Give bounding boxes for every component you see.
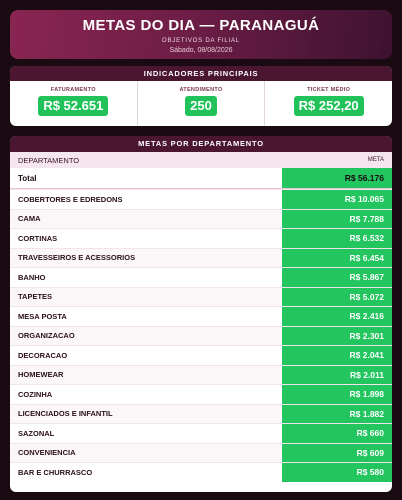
table-row-total bbox=[10, 168, 392, 189]
indicator-label: FATURAMENTO bbox=[50, 87, 96, 93]
row-label: CONVENIENCIA bbox=[18, 448, 76, 458]
row-value: R$ 7.788 bbox=[282, 210, 392, 229]
row-value: R$ 2.416 bbox=[282, 307, 392, 326]
row-value: R$ 580 bbox=[282, 463, 392, 482]
row-label: Total bbox=[18, 173, 37, 183]
table-row bbox=[10, 423, 392, 443]
row-value: R$ 6.532 bbox=[282, 229, 392, 248]
table-row bbox=[10, 365, 392, 385]
table-row bbox=[10, 462, 392, 482]
indicator-ticket-medio bbox=[264, 81, 392, 126]
page-title: METAS DO DIA — PARANAGUÁ bbox=[82, 17, 320, 34]
row-value: R$ 56.176 bbox=[282, 168, 392, 188]
metas-table-body bbox=[10, 168, 392, 482]
row-value: R$ 1.882 bbox=[282, 405, 392, 424]
indicator-label: TICKET MÉDIO bbox=[307, 87, 351, 93]
table-row bbox=[10, 404, 392, 424]
table-row bbox=[10, 287, 392, 307]
row-value: R$ 660 bbox=[282, 424, 392, 443]
table-row bbox=[10, 209, 392, 229]
table-row bbox=[10, 326, 392, 346]
row-label: LICENCIADOS E INFANTIL bbox=[18, 409, 113, 419]
indicators-row bbox=[10, 81, 392, 126]
indicator-faturamento bbox=[10, 81, 137, 126]
row-label: DECORACAO bbox=[18, 350, 68, 360]
row-label: BANHO bbox=[18, 272, 46, 282]
table-row bbox=[10, 189, 392, 209]
row-value: R$ 2.041 bbox=[282, 346, 392, 365]
row-value: R$ 5.867 bbox=[282, 268, 392, 287]
column-header-department: DEPARTAMENTO bbox=[18, 155, 80, 165]
indicator-value: R$ 252,20 bbox=[294, 96, 364, 116]
indicators-card bbox=[10, 66, 392, 126]
table-header bbox=[10, 152, 392, 168]
page-header bbox=[10, 10, 392, 59]
page-date: Sábado, 08/08/2026 bbox=[169, 47, 233, 54]
row-value: R$ 609 bbox=[282, 444, 392, 463]
indicator-label: ATENDIMENTO bbox=[179, 87, 223, 93]
table-row bbox=[10, 228, 392, 248]
row-label: TRAVESSEIROS E ACESSORIOS bbox=[18, 253, 136, 263]
table-row bbox=[10, 306, 392, 326]
row-value: R$ 2.011 bbox=[282, 366, 392, 385]
indicator-value: 250 bbox=[185, 96, 217, 116]
table-row bbox=[10, 443, 392, 463]
row-label: TAPETES bbox=[18, 292, 53, 302]
row-label: MESA POSTA bbox=[18, 311, 67, 321]
row-value: R$ 5.072 bbox=[282, 288, 392, 307]
row-label: COBERTORES E EDREDONS bbox=[18, 194, 123, 204]
indicators-heading: INDICADORES PRINCIPAIS bbox=[10, 66, 392, 81]
row-value: R$ 2.301 bbox=[282, 327, 392, 346]
row-label: HOMEWEAR bbox=[18, 370, 64, 380]
row-label: BAR E CHURRASCO bbox=[18, 467, 93, 477]
row-label: SAZONAL bbox=[18, 428, 55, 438]
metas-card bbox=[10, 136, 392, 492]
metas-heading: METAS POR DEPARTAMENTO bbox=[10, 136, 392, 152]
indicator-value: R$ 52.651 bbox=[38, 96, 108, 116]
table-row bbox=[10, 267, 392, 287]
row-label: CAMA bbox=[18, 214, 41, 224]
table-row bbox=[10, 248, 392, 268]
row-value: R$ 6.454 bbox=[282, 249, 392, 268]
row-label: CORTINAS bbox=[18, 233, 58, 243]
row-value: R$ 1.898 bbox=[282, 385, 392, 404]
column-header-meta: META bbox=[367, 157, 384, 163]
row-label: ORGANIZACAO bbox=[18, 331, 75, 341]
table-row bbox=[10, 345, 392, 365]
row-value: R$ 10.065 bbox=[282, 190, 392, 209]
indicator-atendimento bbox=[137, 81, 265, 126]
page-subtitle: OBJETIVOS DA FILIAL bbox=[162, 38, 240, 44]
table-row bbox=[10, 384, 392, 404]
row-label: COZINHA bbox=[18, 389, 53, 399]
